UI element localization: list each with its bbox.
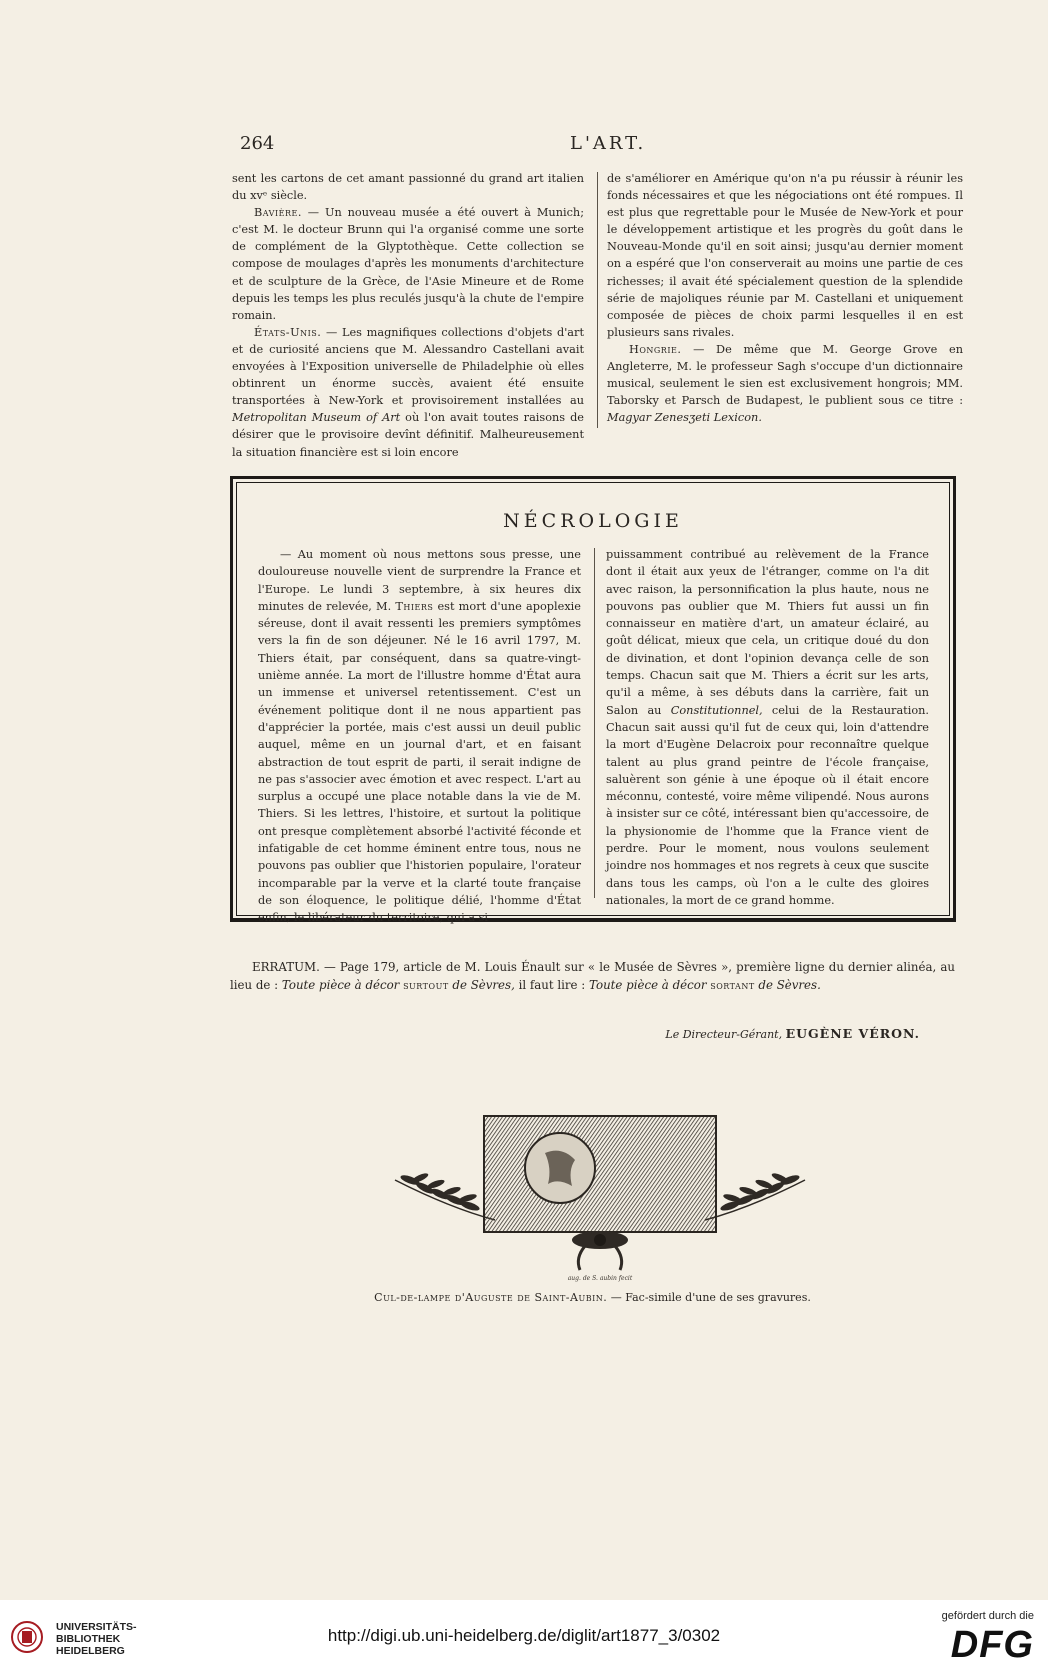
permalink-url[interactable]: http://digi.ub.uni-heidelberg.de/diglit/art1877_3/0302 <box>327 1626 721 1645</box>
library-line-2: BIBLIOTHEK <box>56 1633 121 1645</box>
baviere-text: — Un nouveau musée a été ouvert à Munich; c'est M. le docteur Brunn qui l'a organisé comme une sorte de complément de la Glyptothèque. Cette collection se compose de moulages d'après les monuments d'architecture et de sculpture de la Grèce, de l'Asie Mineure et de Rome depuis les temps les plus reculés jusqu'à la chute de l'empire romain. <box>232 206 584 322</box>
necrologie-left-text <box>258 546 581 927</box>
erratum-quote-1a: Toute pièce à décor <box>281 978 404 992</box>
necro-right-part2: celui de la Restauration. Chacun sait aussi qu'il fut de ceux qui, loin d'attendre la mort d'Eugène Delacroix pour reconnaître quelque talent au plus grand peintre de l'école française, saluèrent son génie à une époque où il était encore méconnu, contesté, voire même vilipendé. Nous aurons à insister sur ce côté, intéressant bien qu'accessoire, de la physionomie de l'homme que la France vient de perdre. Pour le moment, nous voulons seulement joindre nos hommages et nos regrets à ceux que suscite dans tous les camps, où l'on a le culte des gloires nationales, la mort de ce grand homme. <box>606 703 930 907</box>
erratum-quote-2c: de Sèvres. <box>754 978 821 992</box>
digitization-footer <box>0 1600 1048 1675</box>
vignette-caption <box>230 1291 955 1304</box>
necro-left-part1: — Au moment où nous mettons sous presse, une douloureuse nouvelle vient de surprendre la France et l'Europe. Le lundi 3 septembre, à six heures dix minutes de relevée, M. <box>258 548 581 613</box>
laurel-right-icon <box>705 1171 805 1220</box>
dfg-logo[interactable]: DFG <box>950 1624 1034 1666</box>
etats-unis-text-end: où l'on avait toutes raisons de désirer que le provisoire devînt définitif. Malheureusement la situation financière est si loin encore <box>232 411 584 459</box>
paragraph-baviere <box>232 204 584 324</box>
paragraph-cartons: sent les cartons de cet amant passionné du grand art italien du xvᵉ siècle. <box>232 172 584 203</box>
caption-rest: — Fac-simile d'une de ses gravures. <box>607 1291 811 1304</box>
paragraph-etats-unis <box>232 324 584 461</box>
paragraph-amerique: de s'améliorer en Amérique qu'on n'a pu réussir à réunir les fonds nécessaires et que les négociations ont été rompues. Il est plus que regrettable pour le Musée de New-York et pour le développement artistique et les progrès du goût dans le Nouveau-Monde qu'il en soit ainsi; jusqu'au dernier moment on a espéré que l'on conserverait au moins une partie de ces richesses; il avait été spécialement question de la splendide série de majoliques réunie par M. Castellani et uniquement composée de pièces de choix parmi lesquelles il en est plusieurs sans rivales. <box>607 172 963 339</box>
engraving-signature: aug. de S. aubin fecit <box>567 1275 633 1282</box>
library-line-1: UNIVERSITÄTS- <box>56 1621 137 1633</box>
ribbon-bow-icon <box>572 1231 628 1270</box>
caption-title: Cul-de-lampe d'Auguste de Saint-Aubin. <box>374 1291 608 1304</box>
necrologie-left-column <box>258 546 581 927</box>
constitutionnel: Constitutionnel, <box>670 703 763 717</box>
erratum-label: ERRATUM. <box>252 960 320 974</box>
erratum-text-2: il faut lire : <box>514 978 590 992</box>
erratum-quote-2b: sortant <box>710 978 755 992</box>
necro-right-part1: puissamment contribué au relèvement de la France dont il était aux yeux de l'étranger, comme on l'a dit avec raison, la personnification la plus haute, nous ne pouvons pas oublier que M. Thiers fut aussi un fin connaisseur en matière d'art, un amateur éclairé, au goût délicat, mieux que cela, un critique doué du don de divination, et dont l'opinion devança celle de son temps. Chacun sait que M. Thiers a écrit sur les arts, qu'il a même, à ses débuts dans la carrière, fait un Salon au <box>606 548 929 717</box>
thiers-name: Thiers <box>395 599 434 613</box>
plinth-block <box>484 1116 716 1232</box>
heading-hongrie: Hongrie. <box>629 342 682 356</box>
lexicon-title: Magyar Zenesʒeti Lexicon. <box>607 411 762 425</box>
erratum-quote-2a: Toute pièce à décor <box>589 978 711 992</box>
running-header <box>240 133 960 157</box>
etats-unis-text: — Les magnifiques collections d'objets d'art et de curiosité anciens que M. Alessandro Castellani avait envoyées à l'Exposition universelle de Philadelphie où elles obtinrent un énorme succès, avaient été ensuite transportées à New-York et provisoirement installées au <box>232 325 584 408</box>
paragraph-hongrie <box>607 341 963 426</box>
top-left-column <box>232 170 584 461</box>
laurel-left-icon <box>395 1171 495 1220</box>
erratum <box>230 958 955 994</box>
signature-role: Le Directeur-Gérant, <box>665 1028 783 1041</box>
necrologie-right-text <box>606 546 929 909</box>
erratum-text-1: — Page 179, article de M. Louis Énault sur « le Musée de Sèvres », première ligne du dernier alinéa, au lieu de : <box>230 960 955 992</box>
funding-note: gefördert durch die <box>941 1610 1034 1622</box>
running-title: L'ART. <box>570 133 647 154</box>
column-divider-top <box>597 172 598 428</box>
necro-left-part2: est mort d'une apoplexie séreuse, dont il avait ressenti les premiers symptômes vers la fin de son déjeuner. Né le 16 avril 1797, M. Thiers était, par conséquent, dans sa quatre-vingt-unième année. La mort de l'illustre homme d'État aura un immense et universel retentissement. C'est un événement politique dont il ne nous appartient pas d'apprécier la portée, mais c'est aussi un deuil public auquel, même en un journal d'art, et en faisant abstraction de tout esprit de parti, il serait indigne de ne pas s'associer avec émotion et avec respect. L'art au surplus a occupé une place notable dans la vie de M. Thiers. Si les lettres, l'histoire, et surtout la politique ont presque complètement absorbé l'activité féconde et infatigable de cet homme éminent entre tous, nous ne pouvons pas oublier que l'historien populaire, l'orateur incomparable par la verve et la clarté toute française de son éloquence, le politique délié, l'homme d'État enfin, le libérateur du territoire, qui a si <box>258 599 581 925</box>
heading-baviere: Bavière. <box>254 206 302 220</box>
necrologie-right-column <box>606 546 929 909</box>
hongrie-text: — De même que M. George Grove en Angleterre, M. le professeur Sagh s'occupe d'un dictionnaire musical, seulement le sien est exclusivement hongrois; MM. Taborsky et Parsch de Budapest, le publient sous ce titre : <box>607 342 963 408</box>
signature <box>620 1026 920 1041</box>
top-right-column <box>607 170 963 426</box>
page-number: 264 <box>240 133 275 154</box>
heading-etats-unis: États-Unis. <box>254 325 322 339</box>
museum-name: Metropolitan Museum of Art <box>232 411 401 425</box>
medallion-figure <box>545 1151 575 1186</box>
necrologie-title: NÉCROLOGIE <box>503 510 683 532</box>
cul-de-lampe-engraving <box>380 1108 820 1283</box>
column-divider-necrologie <box>594 548 595 898</box>
erratum-quote-1c: de Sèvres, <box>448 978 515 992</box>
library-line-3: HEIDELBERG <box>56 1645 125 1657</box>
erratum-quote-1b: surtout <box>403 978 449 992</box>
signature-name: EUGÈNE VÉRON. <box>785 1026 920 1041</box>
